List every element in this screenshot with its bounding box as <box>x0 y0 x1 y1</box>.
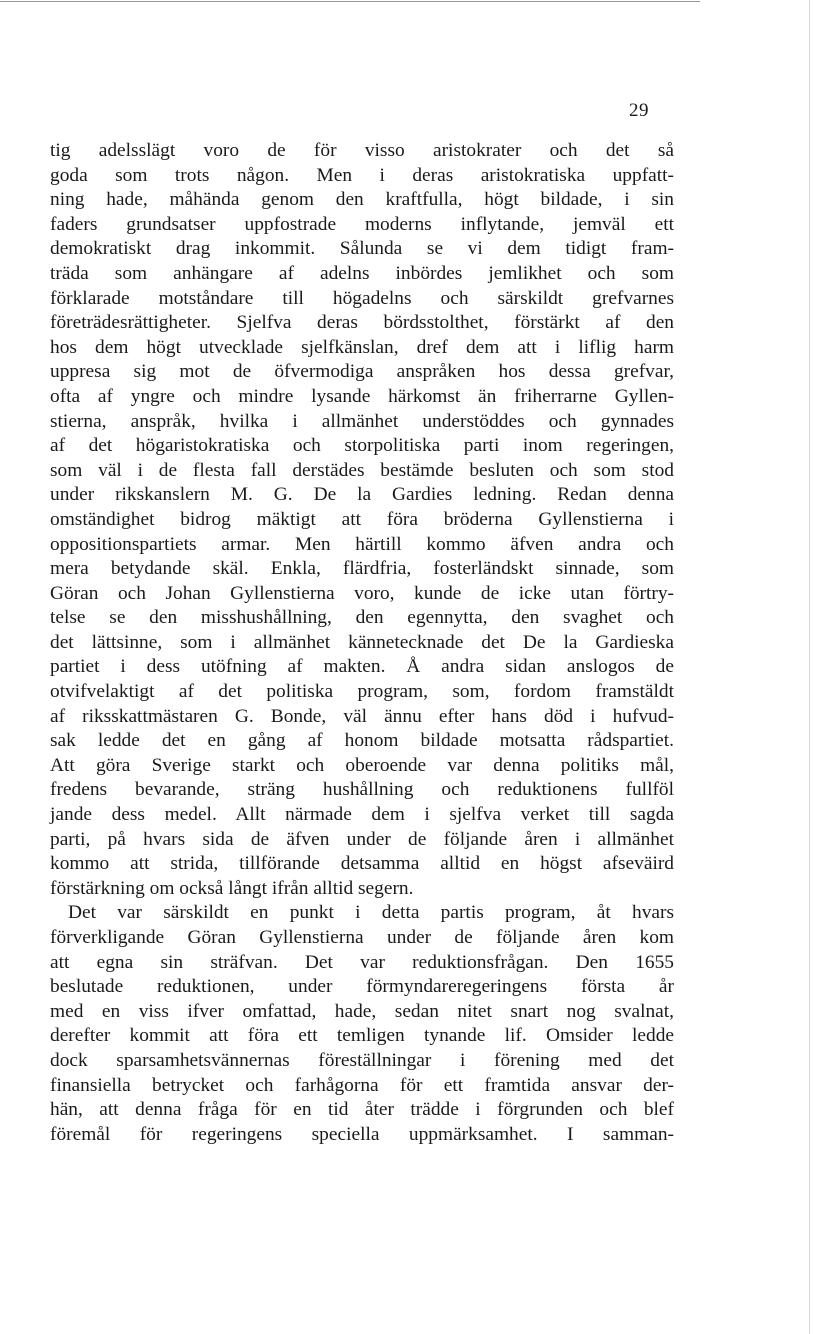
text-line: hän, att denna fråga för en tid åter trädde i förgrunden och blef <box>50 1099 674 1121</box>
text-line: stierna, anspråk, hvilka i allmänhet understöddes och gynnades <box>50 410 674 432</box>
text-line: parti, på hvars sida de äfven under de följande åren i allmänhet <box>50 828 674 850</box>
text-line: finansiella betrycket och farhågorna för ett framtida ansvar der- <box>50 1074 674 1096</box>
text-line: ning hade, måhända genom den kraftfulla, högt bildade, i sin <box>50 189 674 211</box>
page-number: 29 <box>629 100 649 121</box>
text-line: Att göra Sverige starkt och oberoende var denna politiks mål, <box>50 754 674 776</box>
text-line: med en viss ifver omfattad, hade, sedan nitet snart nog svalnat, <box>50 1000 674 1022</box>
text-line: fredens bevarande, sträng hushållning och reduktionens fullföl <box>50 779 674 801</box>
scan-top-rule <box>0 1 700 2</box>
text-line: omständighet bidrog mäktigt att föra bröderna Gyllenstierna i <box>50 508 674 530</box>
text-line: under rikskanslern M. G. De la Gardies ledning. Redan denna <box>50 484 674 506</box>
text-line: hos dem högt utvecklade sjelfkänslan, dref dem att i liflig harm <box>50 336 674 358</box>
text-line: uppresa sig mot de öfvermodiga anspråken hos dessa grefvar, <box>50 361 674 383</box>
text-line: att egna sin sträfvan. Det var reduktionsfrågan. Den 1655 <box>50 951 674 973</box>
text-line: ofta af yngre och mindre lysande härkomst än friherrarne Gyllen- <box>50 385 674 407</box>
text-line: partiet i dess utöfning af makten. Å andra sidan anslogos de <box>50 656 674 678</box>
text-line: träda som anhängare af adelns inbördes jemlikhet och som <box>50 262 674 284</box>
text-line: telse se den misshushållning, den egennytta, den svaghet och <box>50 607 674 629</box>
text-line: oppositionspartiets armar. Men härtill kommo äfven andra och <box>50 533 674 555</box>
text-line: som väl i de flesta fall derstädes bestämde besluten och som stod <box>50 459 674 481</box>
text-line: dock sparsamhetsvännernas föreställningar i förening med det <box>50 1049 674 1071</box>
text-line: förstärkning om också långt ifrån alltid segern. <box>50 877 414 899</box>
text-line: jande dess medel. Allt närmade dem i sjelfva verket till sagda <box>50 804 674 826</box>
text-line: af riksskattmästaren G. Bonde, väl ännu efter hans död i hufvud- <box>50 705 674 727</box>
text-line: goda som trots någon. Men i deras aristokratiska uppfatt- <box>50 164 674 186</box>
text-line: förklarade motståndare till högadelns och särskildt grefvarnes <box>50 287 674 309</box>
text-line: Göran och Johan Gyllenstierna voro, kunde de icke utan förtry- <box>50 582 674 604</box>
text-line: otvifvelaktigt af det politiska program, som, fordom framstäldt <box>50 681 674 703</box>
text-line: faders grundsatser uppfostrade moderns inflytande, jemväl ett <box>50 213 674 235</box>
text-line: kommo att strida, tillförande detsamma alltid en högst afseväird <box>50 853 674 875</box>
text-line: beslutade reduktionen, under förmyndareregeringens första år <box>50 976 674 998</box>
text-line: förverkligande Göran Gyllenstierna under de följande åren kom <box>50 927 674 948</box>
text-line: Det var särskildt en punkt i detta partis program, åt hvars <box>68 902 674 924</box>
text-line: föremål för regeringens speciella uppmärksamhet. I samman- <box>50 1123 674 1145</box>
text-line: sak ledde det en gång af honom bildade motsatta rådspartiet. <box>50 730 674 752</box>
scan-right-edge <box>809 0 810 1334</box>
text-line: demokratiskt drag inkommit. Sålunda se vi dem tidigt fram- <box>50 238 674 260</box>
body-text <box>50 139 674 1147</box>
text-line: det lättsinne, som i allmänhet kännetecknade det De la Gardieska <box>50 631 674 653</box>
text-line: derefter kommit att föra ett temligen tynande lif. Omsider ledde <box>50 1025 674 1047</box>
text-line: företrädesrättigheter. Sjelfva deras bördsstolthet, förstärkt af den <box>50 312 674 334</box>
text-line: af det högaristokratiska och storpolitiska parti inom regeringen, <box>50 435 674 457</box>
text-line: mera betydande skäl. Enkla, flärdfria, fosterländskt sinnade, som <box>50 558 674 580</box>
text-line: tig adelsslägt voro de för visso aristokrater och det så <box>50 140 674 161</box>
